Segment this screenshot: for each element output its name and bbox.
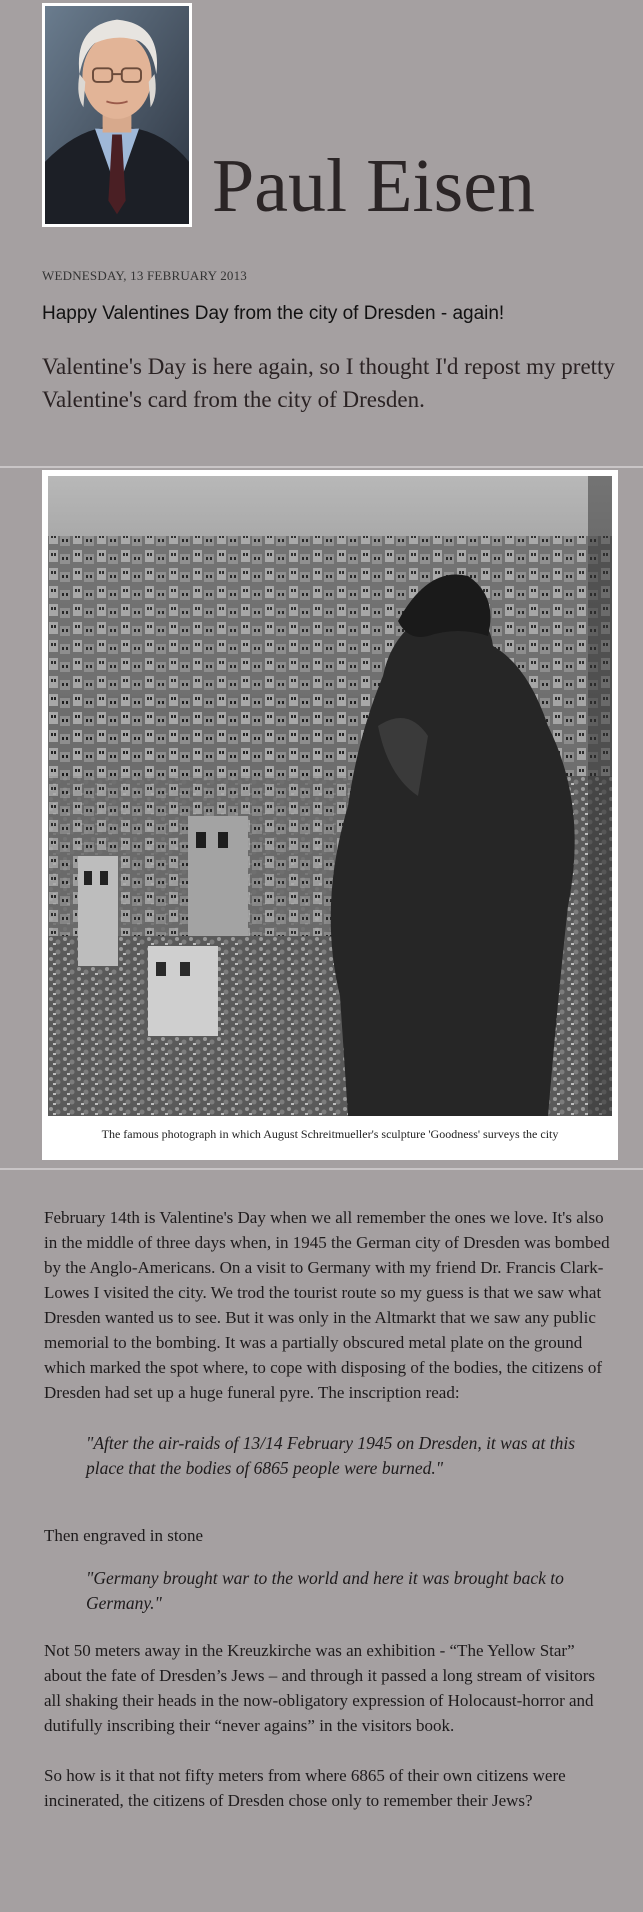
post-title[interactable]: Happy Valentines Day from the city of Dresden - again!: [42, 303, 505, 324]
divider: [0, 466, 643, 468]
paragraph: Not 50 meters away in the Kreuzkirche was an exhibition - “The Yellow Star” about the fate of Dresden’s Jews – and through it passed a long stream of visitors all shaking their heads in the now-obligatory expression of Holocaust-horror and dutifully inscribing their “never agains” in the visitors book.: [44, 1641, 595, 1735]
blog-title[interactable]: Paul Eisen: [212, 144, 535, 228]
post-body: [44, 1205, 614, 1813]
dresden-photo[interactable]: [48, 476, 612, 1116]
image-caption: The famous photograph in which August Schreitmueller's sculpture 'Goodness' surveys the city: [101, 1127, 559, 1141]
dresden-ruins-image: [48, 476, 612, 1116]
paragraph: Then engraved in stone: [44, 1526, 204, 1545]
post-date: WEDNESDAY, 13 FEBRUARY 2013: [42, 268, 248, 283]
post-image-figure: [42, 470, 618, 1160]
blog-header: [0, 0, 643, 240]
blockquote: "Germany brought war to the world and here it was brought back to Germany.": [86, 1568, 564, 1613]
post-intro: Valentine's Day is here again, so I thought I'd repost my pretty Valentine's card from the city of Dresden.: [42, 354, 615, 412]
divider: [0, 1168, 643, 1170]
paragraph: So how is it that not fifty meters from where 6865 of their own citizens were incinerated, the citizens of Dresden chose only to remember their Jews?: [44, 1766, 566, 1810]
paragraph: February 14th is Valentine's Day when we all remember the ones we love. It's also in the middle of three days when, in 1945 the German city of Dresden was bombed by the Anglo-Americans. On a visit to Germany with my friend Dr. Francis Clark-Lowes I visited the city. We trod the tourist route so my guess is that we saw what Dresden wanted us to see. But it was only in the Altmarkt that we saw any public memorial to the bombing. It was a partially obscured metal plate on the ground which marked the spot where, to cope with disposing of the bodies, the citizens of Dresden had set up a huge funeral pyre. The inscription read:: [44, 1208, 610, 1402]
blockquote: "After the air-raids of 13/14 February 1945 on Dresden, it was at this place that the bodies of 6865 people were burned.": [86, 1433, 576, 1478]
author-avatar[interactable]: [42, 3, 192, 227]
author-portrait-image: [45, 6, 189, 224]
